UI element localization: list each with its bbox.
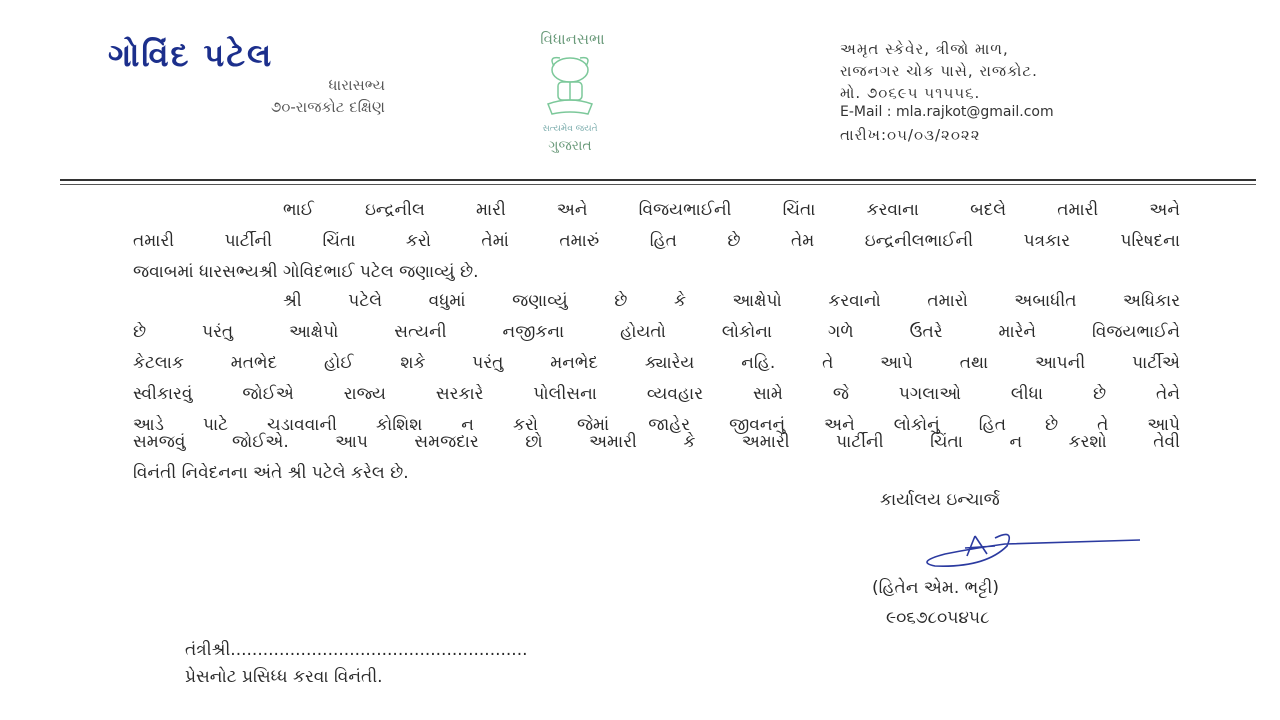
body-line: વિનંતી નિવેદનના અંતે શ્રી પટેલે કરેલ છે. [133,463,409,483]
constituency: ૭૦-રાજકોટ દક્ષિણ [270,98,385,116]
assembly-label: વિધાનસભા [540,30,605,48]
publish-request: પ્રેસનોટ પ્રસિધ્ધ કરવા વિનંતી. [185,667,383,687]
emblem-motto: સત્યમેવ જયતે [542,124,598,134]
mla-role: ધારાસભ્ય [328,76,385,94]
body-line: છે પરંતુ આક્ષેપો સત્યની નજીકના હોયતો લોકોના ગળે ઉતરે મારેને વિજયભાઈને [133,322,1180,342]
body-line: ભાઈ ઇન્દ્રનીલ મારી અને વિજયભાઈની ચિંતા કરવાના બદલે તમારી અને [283,200,1180,220]
mla-name: ગોવિંદ પટેલ [108,36,274,74]
state-label: ગુજરાત [548,138,592,154]
body-line: આડે પાટે ચડાવવાની કોશિશ ન કરો જેમાં જાહેર જીવનનું અને લોકોનું હિત છે તે આપે [133,415,1180,435]
body-line: શ્રી પટેલે વધુમાં જણાવ્યું છે કે આક્ષેપો કરવાનો તમારો અબાધીત અધિકાર [283,291,1180,311]
body-line: સમજવું જોઈએ. આપ સમજદાર છો અમારી કે અમારી પાર્ટીની ચિંતા ન કરશો તેવી [133,432,1180,452]
letter-date: તારીખ:૦૫/૦૩/૨૦૨૨ [840,126,981,144]
editor-line: તંત્રીશ્રી....................................................... [185,640,528,660]
header-divider-thin [60,184,1256,185]
signer-name: (હિતેન એમ. ભટ્ટી) [872,578,999,598]
body-line: તમારી પાર્ટીની ચિંતા કરો તેમાં તમારું હિત છે તેમ ઇન્દ્રનીલભાઈની પત્રકાર પરિષદના [133,231,1180,251]
phone-number: મો. ૭૦૬૯૫ ૫૧૫૫૬. [840,84,981,102]
office-in-charge: કાર્યાલય ઇન્ચાર્જ [880,490,1000,510]
national-emblem-icon [530,52,610,124]
handwritten-signature [915,528,1145,573]
email-address: E-Mail : mla.rajkot@gmail.com [840,104,1054,120]
body-line: કેટલાક મતભેદ હોઈ શકે પરંતુ મનભેદ ક્યારેય નહિ. તે આપે તથા આપની પાર્ટીએ [133,353,1180,373]
address-line-1: અમૃત સ્કેવેર, ત્રીજો માળ, [840,40,1009,58]
signer-phone: ૯૦૬૭૮૦૫૪૫૮ [886,608,990,628]
body-line: જવાબમાં ધારસભ્યશ્રી ગોવિદભાઈ પટેલ જણાવ્યું છે. [133,262,479,282]
address-line-2: રાજનગર ચોક પાસે, રાજકોટ. [840,62,1038,80]
body-line: સ્વીકારવું જોઈએ રાજ્ય સરકારે પોલીસના વ્યવહાર સામે જે પગલાઓ લીધા છે તેને [133,384,1180,404]
header-divider [60,179,1256,181]
